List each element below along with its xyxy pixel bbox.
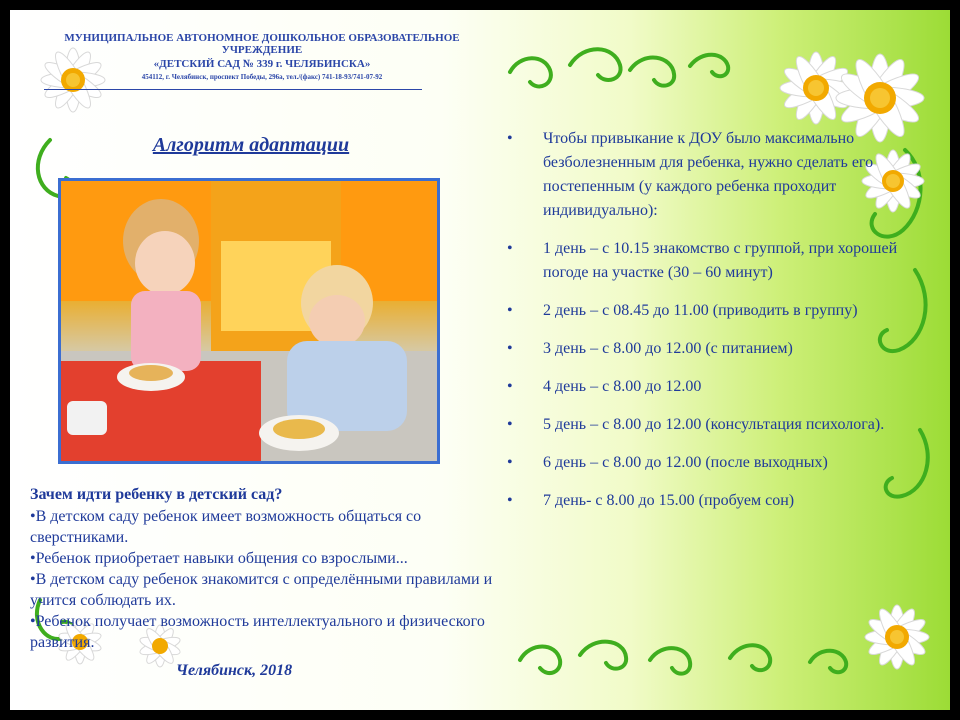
list-item [505, 237, 905, 285]
schedule-day-6: 6 день – с 8.00 до 12.00 (после выходных) [543, 454, 828, 471]
adaptation-schedule-list [505, 127, 905, 513]
swirl-icon [520, 647, 560, 674]
list-item [505, 413, 905, 437]
schedule-day-7: 7 день- с 8.00 до 15.00 (пробуем сон) [543, 492, 795, 509]
swirl-icon [630, 58, 674, 86]
schedule-intro: Чтобы привыкание к ДОУ было максимально безболезненным для ребенка, нужно сделать его постепенным (у каждого ребенка проходит индивидуально): [543, 130, 874, 219]
list-item: •Ребенок получает возможность интеллектуального и физического развития. [30, 613, 485, 651]
swirl-icon [810, 651, 846, 673]
why-kindergarten-list [30, 506, 500, 653]
bullet: • [507, 130, 513, 147]
bullet: • [507, 302, 513, 319]
city-year: Челябинск, 2018 [176, 662, 293, 679]
schedule-day-3: 3 день – с 8.00 до 12.00 (с питанием) [543, 340, 793, 357]
swirl-icon [730, 645, 770, 670]
header-kindergarten-name: «ДЕТСКИЙ САД № 339 г. ЧЕЛЯБИНСКА» [153, 58, 371, 70]
bullet: • [507, 492, 513, 509]
bullet: • [507, 340, 513, 357]
swirl-icon [570, 49, 621, 80]
list-item: •В детском саду ребенок имеет возможность общаться со сверстниками. [30, 508, 422, 546]
list-item [505, 375, 905, 399]
header-divider [44, 89, 422, 90]
list-item [505, 127, 905, 223]
schedule-day-4: 4 день – с 8.00 до 12.00 [543, 378, 702, 395]
slide [10, 10, 950, 710]
swirl-icon [690, 55, 728, 77]
bullet: • [507, 378, 513, 395]
schedule-day-1: 1 день – с 10.15 знакомство с группой, при хорошей погоде на участке (30 – 60 минут) [543, 240, 898, 281]
page-title: Алгоритм адаптации [152, 134, 350, 156]
schedule-day-2: 2 день – с 08.45 до 11.00 (приводить в группу) [543, 302, 858, 319]
swirl-icon [650, 648, 690, 674]
header-institution: МУНИЦИПАЛЬНОЕ АВТОНОМНОЕ ДОШКОЛЬНОЕ ОБРАЗОВАТЕЛЬНОЕ УЧРЕЖДЕНИЕ [64, 32, 460, 56]
list-item [505, 451, 905, 475]
list-item [505, 299, 905, 323]
list-item: •В детском саду ребенок знакомится с определёнными правилами и учится соблюдать их. [30, 571, 493, 609]
list-item [505, 337, 905, 361]
bullet: • [507, 416, 513, 433]
header-address: 454112, г. Челябинск, проспект Победы, 296а, тел./(факс) 741-18-93/741-07-92 [141, 73, 383, 81]
bullet: • [507, 454, 513, 471]
bullet: • [507, 240, 513, 257]
daisy-icon [852, 592, 942, 682]
children-eating-photo [58, 178, 440, 464]
why-kindergarten-heading: Зачем идти ребенку в детский сад? [30, 486, 283, 503]
list-item [505, 489, 905, 513]
list-item: •Ребенок приобретает навыки общения со взрослыми... [30, 550, 408, 567]
swirl-icon [510, 58, 551, 86]
schedule-day-5: 5 день – с 8.00 до 12.00 (консультация психолога). [543, 416, 885, 433]
swirl-icon [580, 642, 626, 669]
